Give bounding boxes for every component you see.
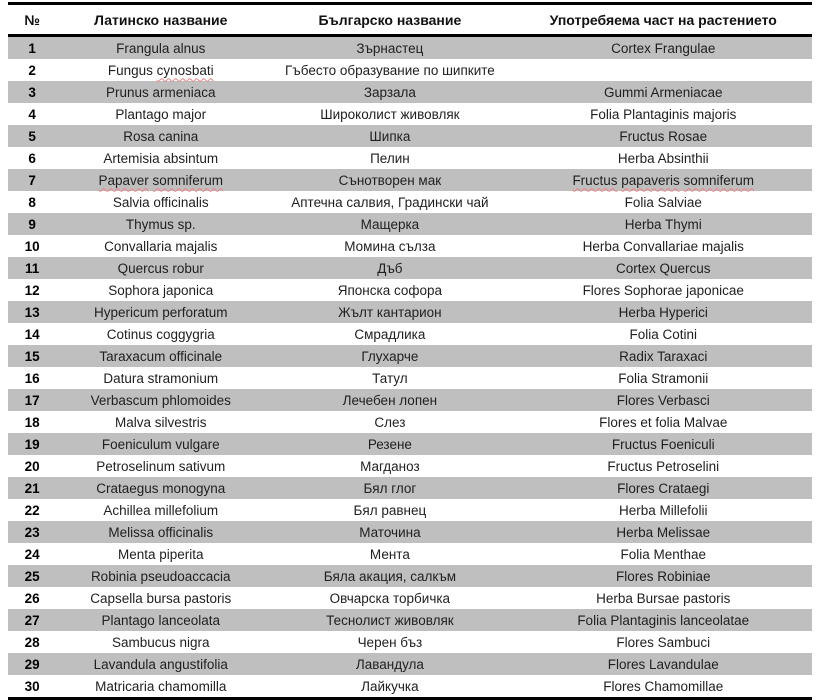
cell-used-part — [515, 59, 813, 81]
cell-used-part: Folia Menthae — [620, 546, 707, 562]
cell-latin-name: Quercus robur — [117, 260, 204, 276]
cell-latin-name: Taraxacum officinale — [99, 348, 223, 364]
cell-used-part: Herba Convallariae majalis — [582, 238, 744, 254]
cell-used-part: Flores Verbasci — [616, 392, 710, 408]
table-row — [8, 323, 812, 345]
table-row — [8, 565, 812, 587]
cell-bulgarian-name: Лайкучка — [361, 678, 419, 694]
cell-used-part: Folia Stramonii — [618, 370, 709, 386]
cell-number: 25 — [24, 568, 40, 584]
table-row — [8, 499, 812, 521]
cell-number: 18 — [24, 414, 40, 430]
table-row — [8, 653, 812, 675]
cell-used-part: Herba Thymi — [624, 216, 702, 232]
cell-bulgarian-name: Лечебен лопен — [342, 392, 438, 408]
table-row — [8, 36, 812, 60]
cell-latin-name: Plantago major — [115, 106, 207, 122]
cell-latin-name: Menta piperita — [117, 546, 204, 562]
header-number: № — [8, 4, 56, 36]
cell-used-part: Fructus Foeniculi — [611, 436, 715, 452]
cell-bulgarian-name: Магданоз — [360, 458, 420, 474]
cell-number: 26 — [24, 590, 40, 606]
cell-number: 23 — [24, 524, 40, 540]
cell-number: 11 — [24, 260, 40, 276]
table-row — [8, 191, 812, 213]
cell-used-part: Radix Taraxaci — [619, 348, 708, 364]
cell-latin-name: Thymus sp. — [125, 216, 196, 232]
cell-bulgarian-name: Бял равнец — [353, 502, 427, 518]
cell-bulgarian-name: Мащерка — [360, 216, 420, 232]
cell-used-part: Flores Sophorae japonicae — [582, 282, 744, 298]
cell-latin-name: Rosa canina — [123, 128, 199, 144]
cell-number: 28 — [24, 634, 40, 650]
cell-bulgarian-name: Маточина — [359, 524, 421, 540]
cell-number: 4 — [28, 106, 36, 122]
table-row — [8, 411, 812, 433]
cell-bulgarian-name: Момина сълза — [344, 238, 436, 254]
table-row — [8, 477, 812, 499]
cell-bulgarian-name: Зарзала — [363, 84, 416, 100]
cell-used-part: Flores Robiniae — [615, 568, 711, 584]
cell-bulgarian-name: Японска софора — [337, 282, 443, 298]
header-used-part: Употребяема част на растението — [515, 4, 813, 36]
header-latin-name: Латинско название — [56, 4, 265, 36]
cell-used-part: Folia Salviae — [624, 194, 702, 210]
header-row — [8, 4, 812, 36]
cell-used-part: Herba Millefolii — [618, 502, 708, 518]
table-row — [8, 433, 812, 455]
cell-latin-name: Foeniculum vulgare — [101, 436, 220, 452]
cell-latin-name: Plantago lanceolata — [101, 612, 221, 628]
cell-number: 16 — [24, 370, 40, 386]
table-row — [8, 609, 812, 631]
cell-latin-name: Verbascum phlomoides — [90, 392, 231, 408]
cell-used-part: Herba Absinthii — [617, 150, 709, 166]
cell-bulgarian-name: Дъб — [377, 260, 403, 276]
cell-latin-name: Datura stramonium — [103, 370, 219, 386]
cell-latin-name: Sophora japonica — [108, 282, 214, 298]
table-row — [8, 213, 812, 235]
cell-latin-name: Robinia pseudoaccacia — [90, 568, 231, 584]
cell-number: 5 — [28, 128, 36, 144]
herbs-table — [8, 2, 812, 700]
cell-bulgarian-name: Пелин — [370, 150, 410, 166]
cell-used-part: Flores Crataegi — [617, 480, 710, 496]
cell-latin-name: Malva silvestris — [114, 414, 207, 430]
cell-bulgarian-name: Гъбесто образувание по шипките — [284, 62, 495, 78]
table-row — [8, 389, 812, 411]
cell-bulgarian-name: Широколист живовляк — [320, 106, 460, 122]
cell-latin-name: Prunus armeniaca — [105, 84, 216, 100]
cell-used-part: Herba Bursae pastoris — [596, 590, 731, 606]
cell-latin-name: Lavandula angustifolia — [93, 656, 228, 672]
cell-used-part: Flores Chamomillae — [603, 678, 724, 694]
cell-latin-name: Sambucus nigra — [111, 634, 210, 650]
cell-latin-name: Hypericum perforatum — [93, 304, 228, 320]
cell-bulgarian-name: Теснолист живовляк — [326, 612, 454, 628]
cell-number: 1 — [28, 40, 36, 56]
cell-bulgarian-name: Мента — [369, 546, 410, 562]
cell-latin-name: Artemisia absintum — [103, 150, 219, 166]
cell-number: 24 — [24, 546, 40, 562]
cell-number: 9 — [28, 216, 36, 232]
cell-bulgarian-name: Жълт кантарион — [338, 304, 442, 320]
table-row — [8, 81, 812, 103]
cell-used-part: Fructus papaveris somniferum — [572, 172, 755, 188]
cell-bulgarian-name: Зърнастец — [356, 40, 424, 56]
cell-latin-name: Convallaria majalis — [104, 238, 218, 254]
cell-bulgarian-name: Шипка — [369, 128, 411, 144]
table-row — [8, 675, 812, 699]
table-body — [8, 36, 812, 699]
cell-used-part: Fructus Rosae — [619, 128, 708, 144]
header-bulgarian-name: Българско название — [265, 4, 514, 36]
table-row — [8, 257, 812, 279]
cell-number: 30 — [24, 678, 40, 694]
table-row — [8, 169, 812, 191]
cell-bulgarian-name: Бяла акация, салкъм — [323, 568, 457, 584]
cell-number: 2 — [28, 62, 36, 78]
cell-used-part: Cortex Quercus — [615, 260, 711, 276]
cell-used-part: Flores et folia Malvae — [599, 414, 728, 430]
table-row — [8, 147, 812, 169]
cell-used-part: Folia Plantaginis lanceolatae — [577, 612, 750, 628]
cell-bulgarian-name: Сънотворен мак — [338, 172, 442, 188]
table-row — [8, 59, 812, 81]
table-header — [8, 4, 812, 36]
cell-bulgarian-name: Смрадлика — [354, 326, 426, 342]
cell-bulgarian-name: Овчарска торбичка — [329, 590, 451, 606]
cell-number: 22 — [24, 502, 40, 518]
cell-number: 17 — [24, 392, 40, 408]
table-row — [8, 301, 812, 323]
table-row — [8, 125, 812, 147]
cell-latin-name: Papaver somniferum — [98, 172, 224, 188]
cell-used-part: Flores Sambuci — [616, 634, 711, 650]
cell-number: 27 — [24, 612, 40, 628]
cell-number: 29 — [24, 656, 40, 672]
cell-used-part: Gummi Armeniacae — [603, 84, 723, 100]
cell-used-part: Herba Melissae — [616, 524, 711, 540]
table-row — [8, 587, 812, 609]
table-row — [8, 631, 812, 653]
cell-number: 21 — [24, 480, 40, 496]
cell-number: 3 — [28, 84, 36, 100]
table-row — [8, 455, 812, 477]
cell-bulgarian-name: Аптечна салвия, Градински чай — [291, 194, 489, 210]
cell-latin-name: Matricaria chamomilla — [95, 678, 227, 694]
table-row — [8, 235, 812, 257]
cell-used-part: Fructus Petroselini — [607, 458, 720, 474]
cell-bulgarian-name: Глухарче — [361, 348, 419, 364]
table-row — [8, 543, 812, 565]
cell-latin-name: Melissa officinalis — [108, 524, 214, 540]
cell-latin-name: Capsella bursa pastoris — [90, 590, 232, 606]
cell-latin-name: Fungus cynosbati — [107, 62, 214, 78]
cell-latin-name: Salvia officinalis — [112, 194, 209, 210]
cell-used-part: Folia Plantaginis majoris — [590, 106, 737, 122]
cell-used-part: Herba Hyperici — [618, 304, 708, 320]
cell-latin-name: Petroselinum sativum — [96, 458, 226, 474]
cell-bulgarian-name: Резене — [367, 436, 412, 452]
cell-number: 19 — [24, 436, 40, 452]
cell-bulgarian-name: Бял глог — [363, 480, 417, 496]
cell-bulgarian-name: Татул — [372, 370, 408, 386]
cell-number: 6 — [28, 150, 36, 166]
table-row — [8, 103, 812, 125]
cell-used-part: Flores Lavandulae — [607, 656, 719, 672]
cell-bulgarian-name: Черен бъз — [357, 634, 423, 650]
cell-number: 20 — [24, 458, 40, 474]
cell-used-part: Cortex Frangulae — [611, 40, 716, 56]
cell-latin-name: Frangula alnus — [116, 40, 206, 56]
cell-bulgarian-name: Лавандула — [355, 656, 424, 672]
cell-used-part: Folia Cotini — [629, 326, 698, 342]
table-row — [8, 279, 812, 301]
cell-number: 13 — [24, 304, 40, 320]
cell-number: 15 — [24, 348, 40, 364]
cell-number: 8 — [28, 194, 36, 210]
cell-number: 7 — [28, 172, 36, 188]
cell-number: 14 — [24, 326, 40, 342]
table-row — [8, 521, 812, 543]
cell-number: 10 — [24, 238, 40, 254]
cell-bulgarian-name: Слез — [374, 414, 406, 430]
cell-number: 12 — [24, 282, 40, 298]
cell-latin-name: Achillea millefolium — [103, 502, 219, 518]
cell-latin-name: Cotinus coggygria — [106, 326, 215, 342]
table-row — [8, 345, 812, 367]
table-row — [8, 367, 812, 389]
cell-latin-name: Crataegus monogyna — [96, 480, 226, 496]
